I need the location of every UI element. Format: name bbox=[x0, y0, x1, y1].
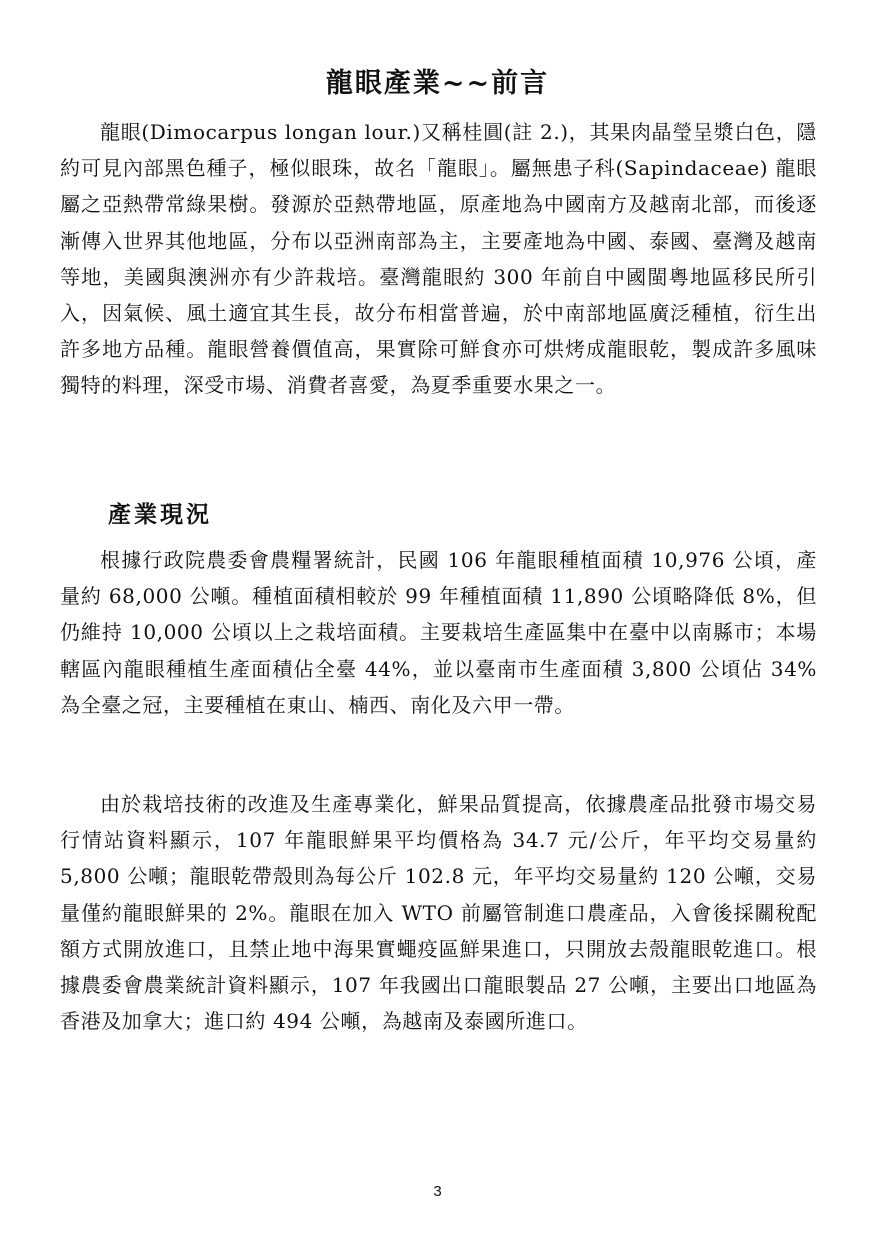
page-number: 3 bbox=[433, 1183, 442, 1200]
industry-status-paragraph-1: 根據行政院農委會農糧署統計，民國 106 年龍眼種植面積 10,976 公頃，產量約 68,000 公噸。種植面積相較於 99 年種植面積 11,890 公頃略降低 8%，但仍維持 10,000 公頃以上之栽培面積。主要栽培生產區集中在臺中以南縣市；本場轄區內龍眼種植生產面積佔全臺 44%，並以臺南市生產面積 3,800 公頃佔 34%為全臺之冠，主要種植在東山、楠西、南化及六甲一帶。 bbox=[60, 548, 817, 717]
section-heading-industry-status: 產業現況 bbox=[108, 501, 212, 528]
intro-paragraph: 龍眼(Dimocarpus longan lour.)又稱桂圓(註 2.)，其果肉晶瑩呈漿白色，隱約可見內部黑色種子，極似眼珠，故名「龍眼」。屬無患子科(Sapindaceae) 龍眼屬之亞熱帶常綠果樹。發源於亞熱帶地區，原產地為中國南方及越南北部，而後逐漸傳入世界其他地區，分布以亞洲南部為主，主要產地為中國、泰國、臺灣及越南等地，美國與澳洲亦有少許栽培。臺灣龍眼約 300 年前自中國閩粵地區移民所引入，因氣候、風土適宜其生長，故分布相當普遍，於中南部地區廣泛種植，衍生出許多地方品種。龍眼營養價值高，果實除可鮮食亦可烘烤成龍眼乾，製成許多風味獨特的料理，深受市場、消費者喜愛，為夏季重要水果之一。 bbox=[60, 120, 817, 398]
industry-status-paragraph-2: 由於栽培技術的改進及生產專業化，鮮果品質提高，依據農產品批發市場交易行情站資料顯示，107 年龍眼鮮果平均價格為 34.7 元/公斤，年平均交易量約 5,800 公噸；龍眼乾帶殼則為每公斤 102.8 元，年平均交易量約 120 公噸，交易量僅約龍眼鮮果的 2%。龍眼在加入 WTO 前屬管制進口農產品，入會後採關稅配額方式開放進口，且禁止地中海果實蠅疫區鮮果進口，只開放去殼龍眼乾進口。根據農委會農業統計資料顯示，107 年我國出口龍眼製品 27 公噸，主要出口地區為香港及加拿大；進口約 494 公噸，為越南及泰國所進口。 bbox=[60, 792, 817, 1034]
page-title: 龍眼產業~~前言 bbox=[325, 68, 550, 99]
